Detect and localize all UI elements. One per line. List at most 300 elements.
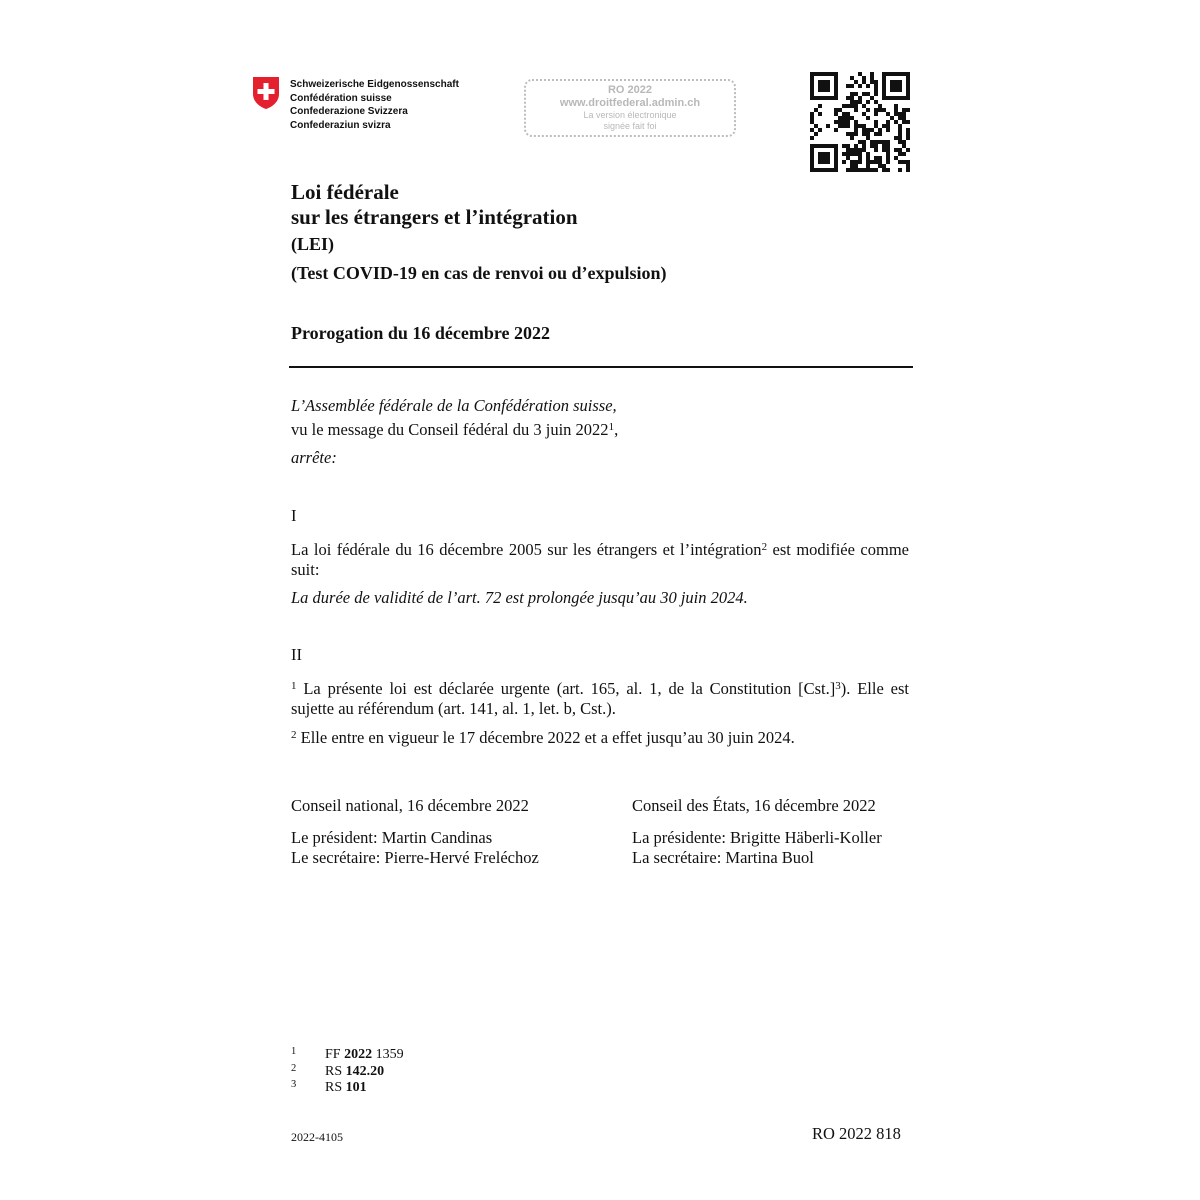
qr-module [854,100,858,104]
qr-module [810,84,814,88]
qr-module [846,104,850,108]
signature-left-president: Le président: Martin Candinas [291,828,493,847]
qr-module [810,156,814,160]
qr-module [818,96,822,100]
qr-module [818,160,822,164]
footnote-rs-number: 142.20 [345,1063,385,1079]
qr-module [810,112,814,116]
qr-module [906,136,910,140]
qr-module [858,100,862,104]
qr-module [906,96,910,100]
footnote-rs-number: 101 [345,1080,367,1095]
qr-module [906,76,910,80]
qr-module [886,148,890,152]
qr-module [846,148,850,152]
qr-module [894,136,898,140]
qr-module [834,92,838,96]
qr-module [842,104,846,108]
qr-module [858,152,862,156]
qr-module [870,80,874,84]
qr-module [834,80,838,84]
qr-module [866,156,870,160]
qr-module [862,148,866,152]
qr-module [850,164,854,168]
qr-module [822,152,826,156]
qr-module [810,80,814,84]
title-subject: (Test COVID-19 en cas de renvoi ou d’expulsion) [291,263,667,283]
qr-module [846,124,850,128]
qr-module [882,164,886,168]
qr-module [830,72,834,76]
qr-module [894,108,898,112]
title-divider [289,366,913,368]
qr-module [882,144,886,148]
qr-module [906,132,910,136]
qr-module [874,144,878,148]
section-two-paragraph-1 [291,679,909,719]
section-two-paragraph-2 [291,728,795,748]
qr-module [826,156,830,160]
qr-module [882,96,886,100]
qr-code-icon[interactable] [810,72,910,172]
qr-module [826,144,830,148]
qr-module [846,96,850,100]
qr-module [906,108,910,112]
confederation-name-de: Schweizerische Eidgenossenschaft [290,79,459,90]
qr-module [874,140,878,144]
qr-module [834,152,838,156]
section-two-para1-after: ). Elle est sujette au référendum (art. 141, al. 1, let. b, Cst.). [291,679,909,718]
stamp-note-2: signée fait foi [603,121,657,131]
qr-module [818,88,822,92]
qr-module [854,160,858,164]
qr-module [822,88,826,92]
qr-module [886,160,890,164]
footnote-ref-2[interactable]: 2 [761,541,768,553]
stamp-ro: RO 2022 [607,84,653,96]
qr-module [898,84,902,88]
section-one-text [291,540,909,580]
ro-reference: RO 2022 818 [812,1124,901,1143]
qr-module [882,92,886,96]
qr-module [878,128,882,132]
qr-module [906,88,910,92]
signature-right-president: La présidente: Brigitte Häberli-Koller [632,828,882,847]
qr-module [822,144,826,148]
qr-module [842,160,846,164]
qr-module [838,124,842,128]
qr-module [866,108,870,112]
qr-module [870,76,874,80]
qr-module [838,108,842,112]
footnote-number: 1 [291,1046,297,1057]
qr-module [898,140,902,144]
signature-left-secretary: Le secrétaire: Pierre-Hervé Freléchoz [291,848,539,867]
qr-module [818,128,822,132]
qr-module [818,72,822,76]
qr-module [814,108,818,112]
preamble-decree: arrête: [291,448,337,467]
qr-module [822,72,826,76]
qr-module [906,92,910,96]
footnote-prefix: RS [325,1080,346,1095]
qr-module [854,168,858,172]
qr-module [906,128,910,132]
qr-module [890,88,894,92]
qr-module [810,116,814,120]
qr-module [902,152,906,156]
qr-module [862,92,866,96]
footnote-page: 1359 [372,1047,404,1062]
qr-module [898,124,902,128]
qr-module [846,84,850,88]
footnote-3 [291,1080,404,1097]
qr-module [834,156,838,160]
paragraph-number-1: 1 [291,680,297,692]
footnote-text [325,1047,404,1064]
qr-module [854,144,858,148]
document-title [291,180,667,288]
qr-module [814,124,818,128]
qr-module [906,168,910,172]
qr-module [870,72,874,76]
qr-module [898,136,902,140]
qr-module [898,148,902,152]
qr-module [886,72,890,76]
qr-module [874,132,878,136]
qr-module [850,116,854,120]
qr-module [846,120,850,124]
preamble-assembly: L’Assemblée fédérale de la Confédération suisse, [291,396,617,415]
qr-module [834,148,838,152]
qr-module [854,104,858,108]
qr-module [838,120,842,124]
stamp-note-1: La version électronique [583,110,677,120]
qr-module [846,156,850,160]
qr-module [902,120,906,124]
qr-module [886,140,890,144]
qr-module [870,160,874,164]
qr-module [854,108,858,112]
qr-module [862,144,866,148]
qr-module [874,124,878,128]
qr-module [886,152,890,156]
qr-module [826,88,830,92]
stamp-url[interactable]: www.droitfederal.admin.ch [559,97,701,109]
qr-module [826,168,830,172]
qr-module [854,152,858,156]
qr-module [866,128,870,132]
qr-module [882,80,886,84]
qr-module [834,144,838,148]
qr-module [810,148,814,152]
qr-module [810,96,814,100]
qr-module [818,84,822,88]
qr-module [898,152,902,156]
qr-module [850,92,854,96]
qr-module [878,160,882,164]
qr-module [834,128,838,132]
confederation-name-it: Confederazione Svizzera [290,106,408,117]
qr-module [858,124,862,128]
qr-module [814,132,818,136]
qr-module [854,128,858,132]
qr-module [834,84,838,88]
qr-module [898,160,902,164]
qr-module [822,160,826,164]
qr-module [818,168,822,172]
qr-module [882,108,886,112]
qr-module [874,148,878,152]
qr-module [850,160,854,164]
qr-module [874,108,878,112]
qr-module [862,128,866,132]
qr-module [854,164,858,168]
qr-module [854,92,858,96]
qr-module [814,168,818,172]
qr-module [826,80,830,84]
qr-module [898,96,902,100]
qr-module [902,160,906,164]
footnote-year: 2022 [344,1047,373,1062]
qr-module [874,92,878,96]
qr-module [866,168,870,172]
qr-module [886,168,890,172]
qr-module [834,76,838,80]
signature-right-council: Conseil des États, 16 décembre 2022 [632,796,876,815]
qr-module [882,88,886,92]
qr-module [882,84,886,88]
qr-module [894,84,898,88]
qr-module [870,144,874,148]
qr-module [866,132,870,136]
qr-module [842,144,846,148]
qr-module [874,80,878,84]
qr-module [810,168,814,172]
document-number: 2022-4105 [291,1130,343,1144]
qr-module [854,132,858,136]
qr-module [858,96,862,100]
qr-module [850,168,854,172]
qr-module [882,140,886,144]
section-two-para2-text: Elle entre en vigueur le 17 décembre 2022 et a effet jusqu’au 30 juin 2024. [296,728,795,747]
preamble-message-end: , [614,420,619,439]
qr-module [846,168,850,172]
qr-module [850,100,854,104]
qr-module [870,140,874,144]
qr-module [866,100,870,104]
qr-module [858,168,862,172]
qr-module [810,120,814,124]
signature-right-secretary: La secrétaire: Martina Buol [632,848,814,867]
signature-left-council: Conseil national, 16 décembre 2022 [291,796,529,815]
qr-module [850,76,854,80]
qr-module [822,156,826,160]
qr-module [822,96,826,100]
qr-module [886,144,890,148]
qr-module [882,124,886,128]
qr-module [834,96,838,100]
qr-module [878,140,882,144]
footnote-number: 3 [291,1079,297,1090]
qr-module [826,152,830,156]
qr-module [830,168,834,172]
qr-module [854,148,858,152]
qr-module [846,144,850,148]
qr-module [810,152,814,156]
section-two-para1-before: La présente loi est déclarée urgente (art. 165, al. 1, de la Constitution [Cst.] [296,679,836,698]
qr-module [890,96,894,100]
qr-module [886,120,890,124]
qr-module [898,112,902,116]
qr-module [858,156,862,160]
qr-module [906,72,910,76]
qr-module [874,120,878,124]
qr-module [814,96,818,100]
qr-module [826,160,830,164]
qr-module [862,140,866,144]
qr-module [834,72,838,76]
footnote-ref-3[interactable]: 3 [835,680,841,692]
qr-module [810,76,814,80]
qr-module [874,112,878,116]
qr-module [862,132,866,136]
qr-module [842,116,846,120]
qr-module [906,148,910,152]
title-line-2: sur les étrangers et l’intégration [291,205,578,229]
qr-module [862,168,866,172]
qr-module [846,112,850,116]
swiss-cross-shield-icon [252,76,280,110]
qr-module [902,72,906,76]
qr-module [866,160,870,164]
qr-module [902,140,906,144]
qr-module [898,168,902,172]
qr-module [890,80,894,84]
qr-module [858,72,862,76]
qr-module [874,156,878,160]
qr-module [834,112,838,116]
qr-module [898,80,902,84]
qr-module [902,112,906,116]
qr-module [826,124,830,128]
confederation-name-fr: Confédération suisse [290,92,392,104]
qr-module [878,164,882,168]
qr-module [842,124,846,128]
qr-module [866,152,870,156]
qr-module [894,120,898,124]
qr-module [870,168,874,172]
qr-module [810,164,814,168]
qr-module [826,72,830,76]
qr-module [906,80,910,84]
qr-module [898,72,902,76]
qr-module [878,132,882,136]
qr-module [830,96,834,100]
qr-module [814,144,818,148]
qr-module [898,88,902,92]
preamble-message [291,420,618,440]
qr-module [866,164,870,168]
qr-module [850,96,854,100]
qr-module [834,88,838,92]
qr-module [878,108,882,112]
section-two-numeral: II [291,645,302,664]
qr-module [854,120,858,124]
qr-module [822,168,826,172]
qr-module [810,136,814,140]
qr-module [842,152,846,156]
qr-module [906,120,910,124]
qr-module [834,164,838,168]
qr-module [830,144,834,148]
qr-module [834,120,838,124]
qr-module [834,160,838,164]
qr-module [894,156,898,160]
qr-module [870,96,874,100]
qr-module [818,144,822,148]
section-one-text-before: La loi fédérale du 16 décembre 2005 sur les étrangers et l’intégration [291,540,762,559]
qr-module [874,84,878,88]
qr-module [834,108,838,112]
qr-module [858,140,862,144]
qr-module [902,144,906,148]
qr-module [850,84,854,88]
qr-module [894,148,898,152]
footnote-ref-1[interactable]: 1 [608,421,615,433]
qr-module [826,84,830,88]
qr-module [866,92,870,96]
confederation-names [290,78,459,132]
qr-module [826,96,830,100]
title-line-1: Loi fédérale [291,180,399,204]
qr-module [866,136,870,140]
qr-module [846,132,850,136]
qr-module [814,72,818,76]
qr-module [850,148,854,152]
qr-module [818,112,822,116]
qr-module [890,72,894,76]
qr-module [854,124,858,128]
confederation-name-rm: Confederaziun svizra [290,119,391,131]
qr-module [818,156,822,160]
qr-module [854,80,858,84]
qr-module [906,84,910,88]
qr-module [846,116,850,120]
qr-module [810,128,814,132]
qr-module [874,88,878,92]
qr-module [842,112,846,116]
qr-module [882,76,886,80]
qr-module [882,148,886,152]
qr-module [818,104,822,108]
qr-module [890,84,894,88]
qr-module [886,156,890,160]
qr-module [882,168,886,172]
qr-module [874,160,878,164]
qr-module [906,160,910,164]
qr-module [842,120,846,124]
qr-module [810,160,814,164]
qr-module [810,92,814,96]
qr-module [874,168,878,172]
qr-module [818,80,822,84]
qr-module [846,152,850,156]
title-abbreviation: (LEI) [291,234,335,254]
qr-module [894,80,898,84]
qr-module [850,104,854,108]
footnote-text [325,1080,367,1097]
